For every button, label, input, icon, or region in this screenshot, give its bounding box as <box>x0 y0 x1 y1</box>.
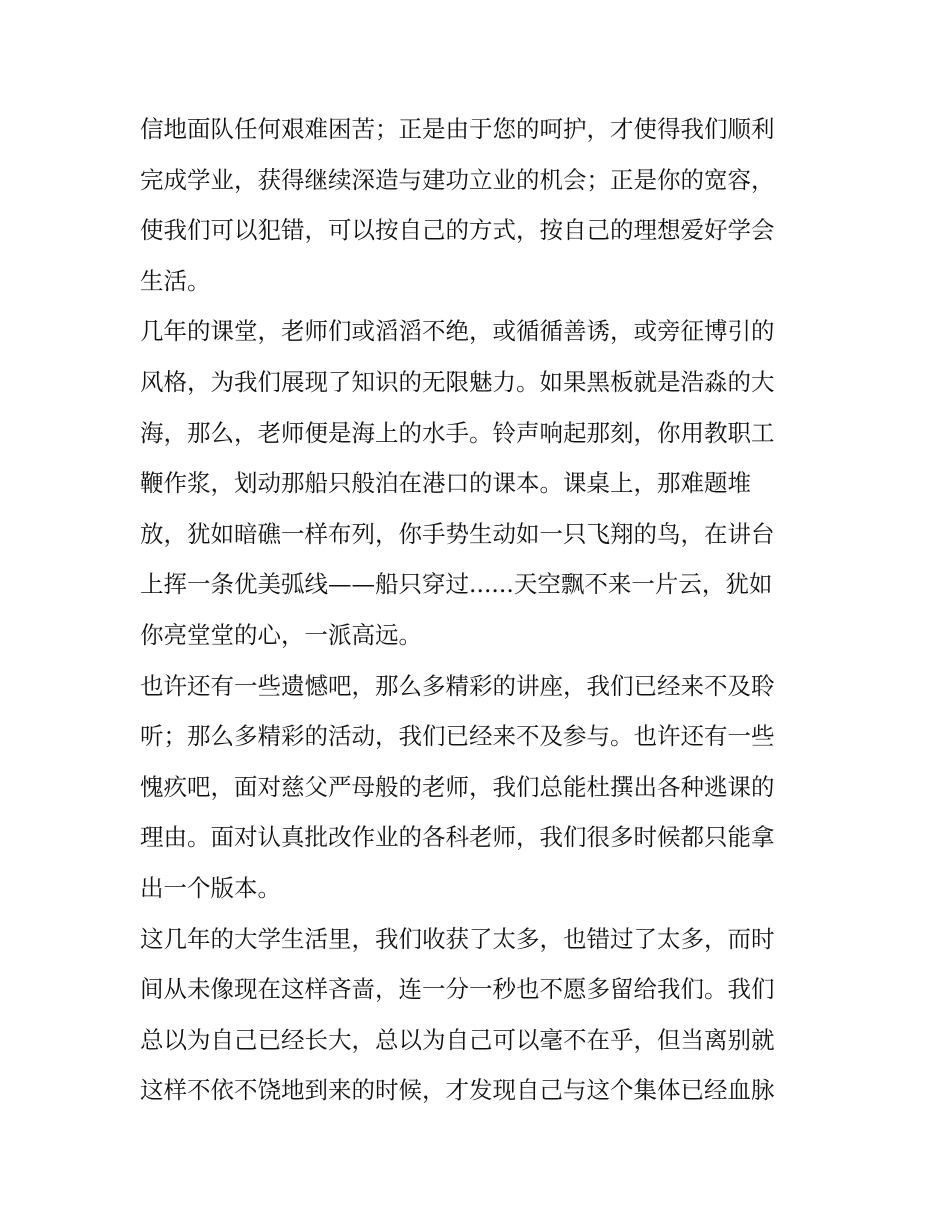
text-line: 鞭作浆，划动那船只般泊在港口的课本。课桌上，那难题堆 <box>140 469 751 498</box>
text-line: 间从未像现在这样吝啬，连一分一秒也不愿多留给我们。我们 <box>140 975 775 1004</box>
text-line: 你亮堂堂的心，一派高远。 <box>140 620 422 649</box>
text-line: 上挥一条优美弧线——船只穿过......天空飘不来一片云，犹如 <box>140 570 773 599</box>
text-line: 生活。 <box>140 266 211 295</box>
text-line: 也许还有一些遗憾吧，那么多精彩的讲座，我们已经来不及聆 <box>140 671 775 700</box>
text-line: 完成学业，获得继续深造与建功立业的机会；正是你的宽容， <box>140 165 775 194</box>
text-line: 风格，为我们展现了知识的无限魅力。如果黑板就是浩淼的大 <box>140 367 775 396</box>
text-line: 使我们可以犯错，可以按自己的方式，按自己的理想爱好学会 <box>140 216 775 245</box>
text-line: 放，犹如暗礁一样布列，你手势生动如一只飞翔的鸟，在讲台 <box>140 519 775 548</box>
text-line: 这样不依不饶地到来的时候，才发现自己与这个集体已经血脉 <box>140 1076 775 1105</box>
text-line: 几年的课堂，老师们或滔滔不绝，或循循善诱，或旁征博引的 <box>140 317 775 346</box>
text-line: 海，那么，老师便是海上的水手。铃声响起那刻，你用教职工 <box>140 418 775 447</box>
document-body <box>140 104 812 1116</box>
text-line: 愧疚吧，面对慈父严母般的老师，我们总能杜撰出各种逃课的 <box>140 772 775 801</box>
text-line: 出一个版本。 <box>140 873 281 902</box>
text-line: 理由。面对认真批改作业的各科老师，我们很多时候都只能拿 <box>140 823 775 852</box>
text-line: 听；那么多精彩的活动，我们已经来不及参与。也许还有一些 <box>140 722 775 751</box>
text-line: 总以为自己已经长大，总以为自己可以毫不在乎，但当离别就 <box>140 1025 775 1054</box>
text-line: 这几年的大学生活里，我们收获了太多，也错过了太多，而时 <box>140 924 775 953</box>
text-line: 信地面队任何艰难困苦；正是由于您的呵护，才使得我们顺利 <box>140 115 775 143</box>
